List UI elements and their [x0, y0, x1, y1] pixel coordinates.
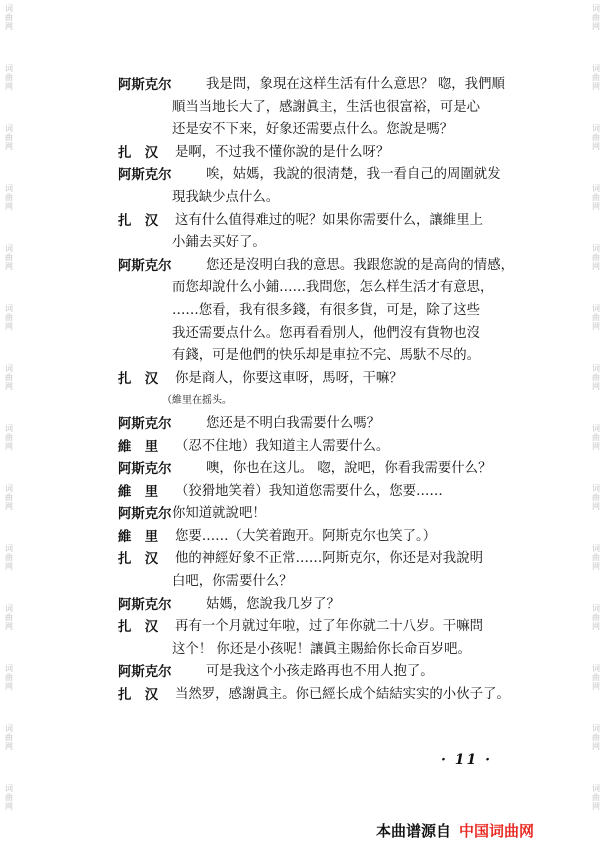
watermark-mark: [2, 424, 16, 451]
page-number: · 11 ·: [441, 752, 492, 768]
speaker-name: 扎 汉: [118, 370, 159, 387]
watermark-char: 曲: [592, 493, 600, 502]
watermark-char: 网: [5, 82, 13, 91]
watermark-mark: [2, 784, 16, 811]
dialogue-line: [118, 74, 538, 97]
watermark-char: 网: [592, 562, 600, 571]
footer-brand-link[interactable]: 中国词曲网: [459, 822, 535, 840]
watermark-mark: [589, 4, 603, 31]
dialogue-text: （狡猾地笑着）我知道您需要什么，您要……: [175, 483, 443, 499]
dialogue-line: [118, 323, 538, 346]
dialogue-text: 我还需要点什么。您再看看別人，他們沒有貨物也沒: [172, 325, 480, 341]
dialogue-line: [118, 232, 538, 255]
footer-source-text: 本曲谱源自: [376, 822, 452, 840]
watermark-mark: [2, 244, 16, 271]
dialogue-line: [118, 300, 538, 323]
watermark-char: 曲: [592, 553, 600, 562]
play-script: [118, 74, 538, 707]
dialogue-text: 順当当地长大了，感謝眞主，生活也很富裕，可是心: [172, 99, 480, 115]
watermark-char: 曲: [592, 313, 600, 322]
stage-direction-text: （維里在摇头。: [162, 395, 232, 407]
watermark-char: 网: [592, 682, 600, 691]
dialogue-line: [118, 345, 538, 368]
watermark-char: 词: [592, 484, 600, 493]
watermark-mark: [2, 604, 16, 631]
watermark-char: 网: [592, 802, 600, 811]
speaker-name: 維 里: [118, 528, 159, 545]
dialogue-line: [118, 97, 538, 120]
watermark-char: 网: [592, 622, 600, 631]
speaker-name: 阿斯克尔: [118, 664, 172, 681]
watermark-mark: [589, 784, 603, 811]
watermark-char: 网: [5, 322, 13, 331]
watermark-char: 曲: [592, 793, 600, 802]
watermark-char: 曲: [5, 553, 13, 562]
watermark-char: 词: [592, 304, 600, 313]
watermark-char: 词: [592, 424, 600, 433]
watermark-mark: [589, 664, 603, 691]
watermark-char: 曲: [5, 673, 13, 682]
watermark-char: 网: [592, 502, 600, 511]
watermark-char: 网: [5, 442, 13, 451]
speaker-name: 扎 汉: [118, 687, 159, 704]
watermark-mark: [589, 604, 603, 631]
dialogue-text: 是啊，不过我不懂你說的是什么呀？: [175, 144, 390, 160]
watermark-char: 网: [592, 82, 600, 91]
watermark-mark: [589, 484, 603, 511]
watermark-char: 词: [5, 724, 13, 733]
watermark-char: 词: [5, 484, 13, 493]
dialogue-text: 而您却說什么小鋪……我問您，怎么样生活才有意思，: [172, 280, 494, 296]
speaker-name: 阿斯克尔: [118, 257, 172, 274]
watermark-char: 网: [5, 382, 13, 391]
dialogue-text: 白吧，你需要什么？: [172, 574, 293, 590]
dialogue-line: [118, 187, 538, 210]
watermark-char: 网: [5, 682, 13, 691]
dialogue-text: 可是我这个小孩走路再也不用人抱了。: [206, 664, 434, 680]
watermark-char: 词: [5, 64, 13, 73]
watermark-char: 曲: [5, 253, 13, 262]
dialogue-line: [118, 481, 538, 504]
dialogue-text: 你知道就說吧！: [172, 506, 266, 522]
watermark-char: 网: [5, 742, 13, 751]
watermark-char: 网: [592, 742, 600, 751]
speaker-name: 阿斯克尔: [118, 506, 172, 523]
watermark-char: 曲: [5, 613, 13, 622]
dialogue-line: [118, 503, 538, 526]
watermark-char: 网: [592, 22, 600, 31]
watermark-mark: [2, 664, 16, 691]
watermark-char: 网: [5, 262, 13, 271]
dialogue-text: 現我缺少点什么。: [172, 189, 280, 205]
watermark-char: 网: [592, 202, 600, 211]
dialogue-line: [118, 277, 538, 300]
dialogue-text: 当然罗，感謝眞主。你已經长成个結結实实的小伙子了。: [175, 687, 510, 703]
speaker-name: 扎 汉: [118, 619, 159, 636]
speaker-name: 扎 汉: [118, 212, 159, 229]
speaker-name: 阿斯克尔: [118, 167, 172, 184]
watermark-char: 曲: [5, 793, 13, 802]
dialogue-text: 再有一个月就过年啦，过了年你就二十八岁。干嘛問: [175, 619, 483, 635]
dialogue-text: 他的神經好象不正常……阿斯克尔，你还是对我說明: [175, 551, 483, 567]
watermark-char: 网: [5, 802, 13, 811]
watermark-mark: [2, 64, 16, 91]
dialogue-line: [118, 548, 538, 571]
watermark-char: 词: [5, 784, 13, 793]
watermark-char: 曲: [5, 733, 13, 742]
watermark-char: 曲: [592, 13, 600, 22]
watermark-mark: [2, 4, 16, 31]
speaker-name: 阿斯克尔: [118, 596, 172, 613]
watermark-mark: [2, 544, 16, 571]
speaker-name: 維 里: [118, 483, 159, 500]
watermark-char: 词: [592, 784, 600, 793]
watermark-char: 词: [5, 4, 13, 13]
dialogue-text: 您还是不明白我需要什么嗎？: [206, 415, 381, 431]
watermark-mark: [589, 184, 603, 211]
dialogue-line: [118, 119, 538, 142]
dialogue-text: 噢，你也在这儿。 唿，說吧，你看我需要什么？: [206, 461, 492, 477]
watermark-char: 词: [592, 664, 600, 673]
dialogue-text: ……您看，我有很多錢，有很多貨，可是，除了这些: [172, 302, 480, 318]
watermark-char: 词: [5, 304, 13, 313]
watermark-char: 网: [5, 622, 13, 631]
dialogue-text: 您还是沒明白我的意思。我跟您說的是高尙的情感，: [206, 257, 514, 273]
watermark-char: 词: [592, 184, 600, 193]
watermark-char: 曲: [592, 733, 600, 742]
watermark-mark: [2, 484, 16, 511]
watermark-char: 网: [592, 262, 600, 271]
watermark-char: 词: [592, 364, 600, 373]
dialogue-text: （忍不住地）我知道主人需要什么。: [175, 438, 390, 454]
watermark-char: 网: [5, 502, 13, 511]
watermark-char: 网: [592, 382, 600, 391]
speaker-name: 維 里: [118, 438, 159, 455]
watermark-char: 词: [592, 64, 600, 73]
watermark-char: 曲: [5, 133, 13, 142]
watermark-char: 网: [592, 322, 600, 331]
watermark-mark: [2, 724, 16, 751]
watermark-mark: [589, 64, 603, 91]
watermark-mark: [589, 244, 603, 271]
watermark-char: 曲: [592, 673, 600, 682]
dialogue-text: 姑媽，您說我几岁了？: [206, 596, 340, 612]
watermark-char: 曲: [5, 373, 13, 382]
dialogue-line: [118, 616, 538, 639]
speaker-name: 阿斯克尔: [118, 461, 172, 478]
right-watermark-strip: [587, 0, 605, 865]
watermark-char: 词: [592, 544, 600, 553]
dialogue-text: 还是安不下来，好象还需要点什么。您說是嗎？: [172, 122, 454, 138]
watermark-char: 曲: [592, 133, 600, 142]
dialogue-text: 我是問，象現在这样生活有什么意思？ 唿，我們順: [206, 77, 505, 92]
dialogue-line: [118, 684, 538, 707]
dialogue-line: [118, 594, 538, 617]
watermark-char: 网: [5, 142, 13, 151]
dialogue-text: 这有什么值得难过的呢？如果你需要什么，讓維里上: [175, 212, 483, 228]
dialogue-text: 有錢，可是他們的快乐却是車拉不完、馬馱不尽的。: [172, 348, 480, 364]
watermark-char: 网: [592, 142, 600, 151]
dialogue-text: 这个！ 你还是小孩呢！讓眞主賜給你长命百岁吧。: [172, 641, 471, 657]
dialogue-line: [118, 436, 538, 459]
left-watermark-strip: [0, 0, 18, 865]
watermark-char: 网: [5, 202, 13, 211]
watermark-char: 词: [5, 364, 13, 373]
watermark-char: 词: [5, 184, 13, 193]
watermark-char: 曲: [592, 73, 600, 82]
watermark-char: 曲: [5, 493, 13, 502]
dialogue-text: 你是商人，你要这車呀，馬呀，干嘛？: [175, 370, 403, 386]
watermark-char: 词: [5, 544, 13, 553]
dialogue-text: 小鋪去买好了。: [172, 235, 266, 251]
dialogue-text: 您要……（大笑着跑开。阿斯克尔也笑了。）: [175, 528, 437, 544]
dialogue-line: [118, 164, 538, 187]
watermark-char: 词: [592, 724, 600, 733]
watermark-char: 曲: [592, 433, 600, 442]
watermark-char: 曲: [5, 13, 13, 22]
watermark-char: 词: [5, 604, 13, 613]
watermark-char: 词: [5, 664, 13, 673]
dialogue-line: [118, 526, 538, 549]
watermark-char: 网: [5, 22, 13, 31]
watermark-char: 曲: [592, 193, 600, 202]
watermark-mark: [589, 364, 603, 391]
watermark-char: 词: [5, 244, 13, 253]
watermark-char: 词: [592, 244, 600, 253]
watermark-char: 曲: [5, 313, 13, 322]
speaker-name: 扎 汉: [118, 551, 159, 568]
watermark-mark: [2, 184, 16, 211]
dialogue-text: 唉，姑媽，我說的很淸楚，我一看自己的周圍就发: [206, 167, 501, 183]
watermark-mark: [2, 124, 16, 151]
speaker-name: 扎 汉: [118, 144, 159, 161]
dialogue-line: [118, 639, 538, 662]
watermark-char: 词: [592, 604, 600, 613]
watermark-mark: [589, 124, 603, 151]
dialogue-line: [118, 661, 538, 684]
footer-credit: [376, 820, 534, 841]
speaker-name: 阿斯克尔: [118, 415, 172, 432]
speaker-name: 阿斯克尔: [118, 77, 172, 93]
watermark-char: 词: [5, 124, 13, 133]
stage-direction: [118, 390, 538, 413]
watermark-char: 词: [592, 4, 600, 13]
dialogue-line: [118, 210, 538, 233]
watermark-char: 词: [592, 124, 600, 133]
watermark-mark: [589, 724, 603, 751]
watermark-char: 词: [5, 424, 13, 433]
dialogue-line: [118, 571, 538, 594]
watermark-mark: [589, 424, 603, 451]
dialogue-line: [118, 413, 538, 436]
watermark-char: 曲: [592, 373, 600, 382]
dialogue-line: [118, 142, 538, 165]
dialogue-line: [118, 255, 538, 278]
dialogue-line: [118, 368, 538, 391]
watermark-mark: [589, 544, 603, 571]
watermark-char: 网: [5, 562, 13, 571]
watermark-mark: [2, 304, 16, 331]
watermark-char: 网: [592, 442, 600, 451]
dialogue-line: [118, 458, 538, 481]
watermark-char: 曲: [5, 433, 13, 442]
watermark-mark: [589, 304, 603, 331]
watermark-char: 曲: [592, 613, 600, 622]
watermark-mark: [2, 364, 16, 391]
watermark-char: 曲: [5, 73, 13, 82]
watermark-char: 曲: [5, 193, 13, 202]
watermark-char: 曲: [592, 253, 600, 262]
